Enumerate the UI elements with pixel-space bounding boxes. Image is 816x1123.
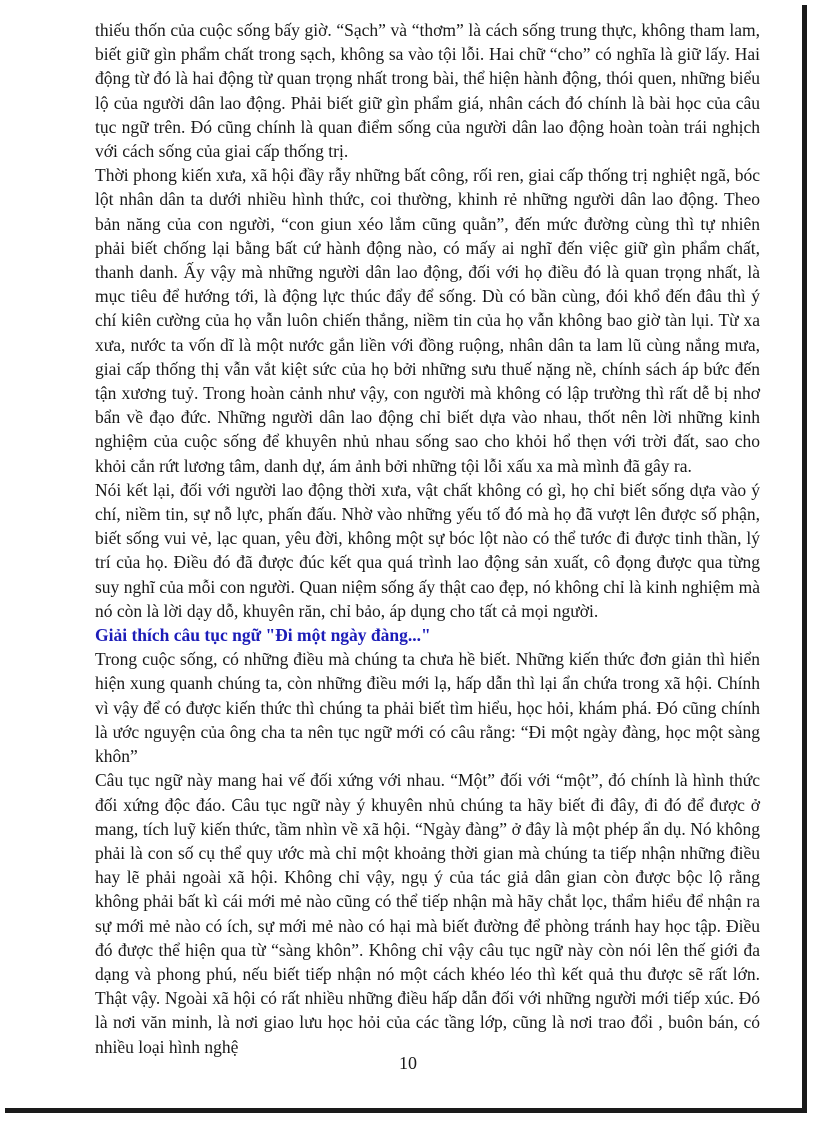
paragraph-4: Trong cuộc sống, có những điều mà chúng ta chưa hề biết. Những kiến thức đơn giản thì hiển hiện xung quanh chúng ta, còn những điều mới lạ, hấp dẫn thì lại ẩn chứa trong xã hội. Chính vì vậy để có được kiến thức thì chúng ta phải biết tìm hiểu, học hỏi, khám phá. Đó cũng chính là ước nguyện của ông cha ta nên tục ngữ mới có câu rằng: “Đi một ngày đàng, học một sàng khôn” bbox=[95, 649, 760, 767]
paragraph-5: Câu tục ngữ này mang hai vế đối xứng với nhau. “Một” đối với “một”, đó chính là hình thức đối xứng độc đáo. Câu tục ngữ này ý khuyên nhủ chúng ta hãy biết đi đây, đi đó để được ở mang, tích luỹ kiến thức, tầm nhìn về xã hội. “Ngày đàng” ở đây là một phép ẩn dụ. Nó không phải là con số cụ thể quy ước mà chỉ một khoảng thời gian mà chúng ta tiếp nhận những điều hay lẽ phải ngoài xã hội. Không chỉ vậy, ngụ ý của tác giả dân gian còn được bộc lộ rằng không phải bất kì cái mới mẻ nào cũng có thể tiếp nhận mà hãy chắt lọc, thẩm hiểu để nhận ra sự mới mẻ nào có ích, sự mới mẻ nào có hại mà biết đường để phòng tránh hay học tập. Điều đó được thể hiện qua từ “sàng khôn”. Không chỉ vậy câu tục ngữ này còn nói lên thế giới đa dạng và phong phú, nếu biết tiếp nhận nó một cách khéo léo thì kết quả thu được sẽ rất lớn. Thật vậy. Ngoài xã hội có rất nhiều những điều hấp dẫn đối với những người mới tiếp xúc. Đó là nơi văn minh, là nơi giao lưu học hỏi của các tầng lớp, cũng là nơi trao đổi , buôn bán, có nhiều loại hình nghệ bbox=[95, 770, 760, 1057]
paragraph-2: Thời phong kiến xưa, xã hội đầy rẫy những bất công, rối ren, giai cấp thống trị nghiệt ngã, bóc lột nhân dân ta dưới nhiều hình thức, coi thường, khinh rẻ những người dân lao động. Theo bản năng của con người, “con giun xéo lắm cũng quằn”, đến mức đường cùng thì tự nhiên phải biết chống lại bằng bất cứ hành động nào, có mấy ai nghĩ đến việc giữ gìn phẩm chất, thanh danh. Ấy vậy mà những người dân lao động, đối với họ điều đó là quan trọng nhất, là mục tiêu để hướng tới, là động lực thúc đẩy để sống. Dù có bần cùng, đói khổ đến đâu thì ý chí kiên cường của họ vẫn luôn chiến thắng, niềm tin của họ vẫn không bao giờ tàn lụi. Từ xa xưa, nước ta vốn dĩ là một nước gắn liền với đồng ruộng, nhân dân ta lam lũ cùng nắng mưa, giai cấp thống thị vẫn vắt kiệt sức của họ bởi những sưu thuế nặng nề, chính sách áp bức đến tận xương tuỷ. Trong hoàn cảnh như vậy, con người mà không có lập trường thì rất dễ bị nhơ bẩn về đạo đức. Những người dân lao động chỉ biết dựa vào nhau, thốt nên lời những kinh nghiệm của cuộc sống để khuyên nhủ nhau sống sao cho khỏi hổ thẹn với trời đất, sao cho khỏi cắn rứt lương tâm, danh dự, ám ảnh bởi những tội lỗi xấu xa mà mình đã gây ra. bbox=[95, 165, 760, 476]
paragraph-3: Nói kết lại, đối với người lao động thời xưa, vật chất không có gì, họ chỉ biết sống dựa vào ý chí, niềm tin, sự nỗ lực, phấn đấu. Nhờ vào những yếu tố đó mà họ đã vượt lên được số phận, biết sống vui vẻ, lạc quan, yêu đời, không một sự bóc lột nào có thể tước đi được tinh thần, lý trí của họ. Điều đó đã được đúc kết qua quá trình lao động sản xuất, cô đọng được qua từng suy nghĩ của mỗi con người. Quan niệm sống ấy thật cao đẹp, nó không chỉ là kinh nghiệm mà nó còn là lời dạy dỗ, khuyên răn, chỉ bảo, áp dụng cho tất cả mọi người. bbox=[95, 479, 760, 621]
section-heading: Giải thích câu tục ngữ "Đi một ngày đàng..." bbox=[95, 625, 431, 646]
paragraph-1: thiếu thốn của cuộc sống bấy giờ. “Sạch” và “thơm” là cách sống trung thực, không tham lam, biết giữ gìn phẩm chất trong sạch, không sa vào tội lỗi. Hai chữ “cho” có nghĩa là giữ lấy. Hai động từ đó là hai động từ quan trọng nhất trong bài, thể hiện hành động, thói quen, những biểu lộ của người dân lao động. Phải biết giữ gìn phẩm giá, nhân cách đó chính là bài học của câu tục ngữ trên. Đó cũng chính là quan điểm sống của người dân lao động hoàn toàn trái nghịch với cách sống của giai cấp thống trị. bbox=[95, 20, 760, 162]
page-number: 10 bbox=[399, 1053, 417, 1073]
document-body bbox=[95, 18, 760, 1059]
